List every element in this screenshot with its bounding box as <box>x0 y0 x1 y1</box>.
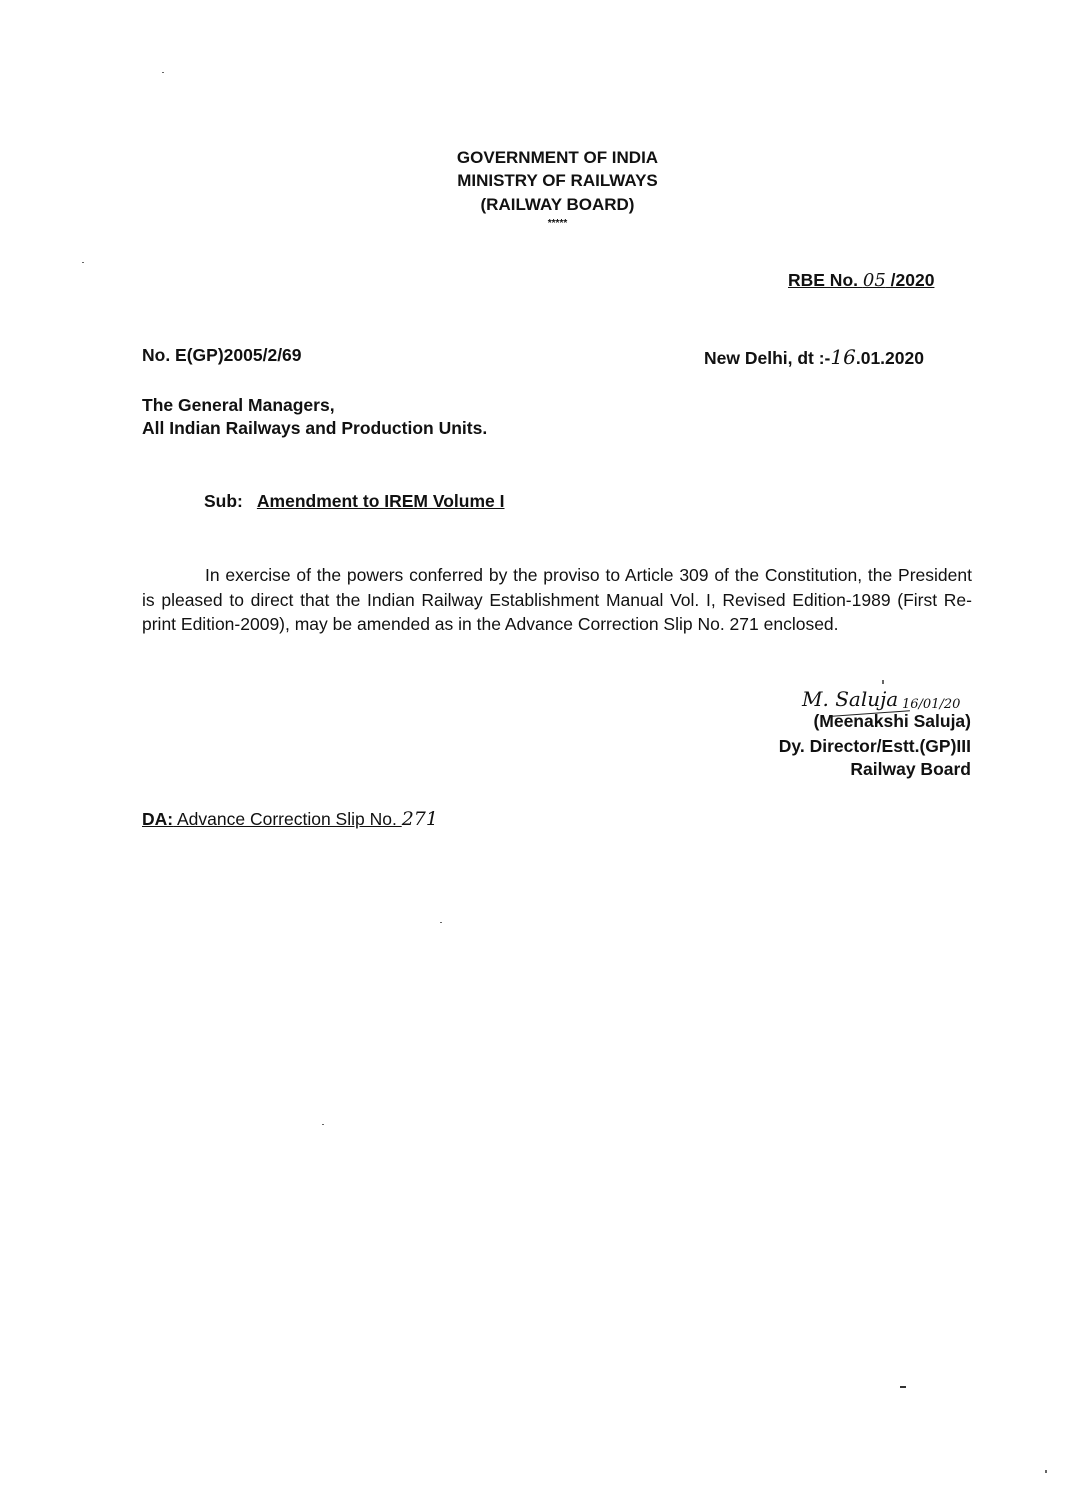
addressee-line-2: All Indian Railways and Production Units. <box>142 418 488 438</box>
enclosure <box>142 808 438 830</box>
scan-speck <box>82 262 84 263</box>
scan-speck <box>1045 1470 1047 1473</box>
header-ministry: MINISTRY OF RAILWAYS <box>457 171 658 190</box>
addressee-line-1: The General Managers, <box>142 395 335 415</box>
header-board: (RAILWAY BOARD) <box>480 195 635 214</box>
signatory-office: Railway Board <box>850 759 971 779</box>
rbe-year: /2020 <box>885 270 935 290</box>
scan-speck <box>900 1386 906 1388</box>
rbe-prefix: RBE No. <box>788 270 863 290</box>
rbe-handwritten-number: 05 <box>862 270 886 291</box>
date-prefix: New Delhi, dt :- <box>704 348 831 368</box>
scan-speck <box>882 680 884 684</box>
file-number: No. E(GP)2005/2/69 <box>142 345 302 365</box>
body-paragraph <box>142 563 972 637</box>
enclosure-handwritten-number: 271 <box>401 808 438 830</box>
subject-label: Sub: <box>204 491 243 511</box>
header-stars: ***** <box>547 218 568 229</box>
header-government: GOVERNMENT OF INDIA <box>456 148 659 167</box>
enclosure-label: DA: <box>142 809 174 829</box>
date-rest: .01.2020 <box>855 348 924 368</box>
signatory-designation: Dy. Director/Estt.(GP)III <box>778 736 971 756</box>
subject-text: Amendment to IREM Volume I <box>256 491 505 511</box>
signatory-name: (Meenakshi Saluja) <box>813 711 971 731</box>
scan-speck <box>162 72 164 73</box>
scan-speck <box>322 1124 324 1125</box>
handwritten-signature-date: 16/01/20 <box>902 697 961 712</box>
subject <box>204 491 505 512</box>
handwritten-signature: M. Saluja <box>802 687 899 711</box>
date-handwritten-day: 16 <box>830 345 856 369</box>
letter-date <box>704 345 924 369</box>
enclosure-text: Advance Correction Slip No. <box>173 809 402 829</box>
body-text: In exercise of the powers conferred by the proviso to Article 309 of the Constitution, the President is pleased to direct that the Indian Railway Establishment Manual Vol. I, Revised Edition-1989 (First Re-print Edition-2009), may be amended as in the Advance Correction Slip No. 271 enclosed. <box>142 565 972 634</box>
rbe-number <box>788 270 934 291</box>
scan-speck <box>440 922 442 923</box>
